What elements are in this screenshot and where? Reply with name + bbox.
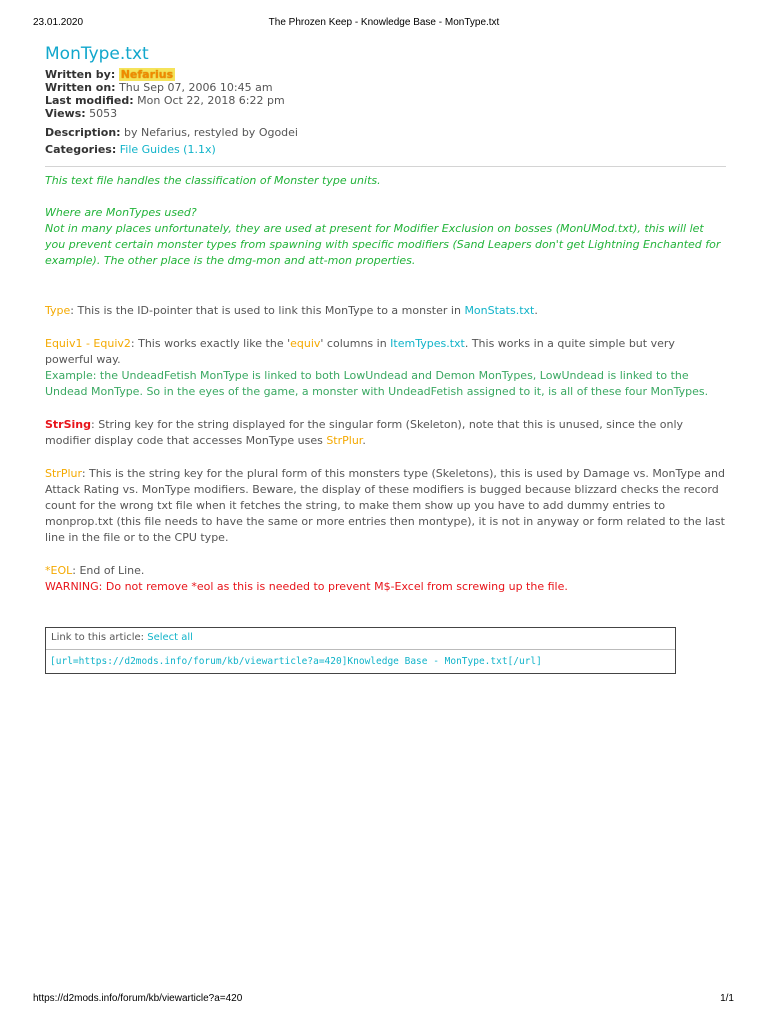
- field-type: [45, 303, 726, 319]
- field-name-strplur: StrPlur: [45, 467, 82, 480]
- intro-section: [45, 173, 726, 269]
- eol-warning: WARNING: Do not remove *eol as this is needed to prevent M$-Excel from screwing up the file.: [45, 580, 568, 593]
- print-header: [0, 17, 768, 31]
- written-on-value: Thu Sep 07, 2006 10:45 am: [119, 81, 273, 94]
- itemtypes-link[interactable]: ItemTypes.txt: [390, 337, 465, 350]
- categories-row: [45, 142, 726, 158]
- written-by-row: [45, 68, 726, 81]
- divider: [45, 166, 726, 167]
- description-row: [45, 125, 726, 141]
- link-box-label: Link to this article:: [51, 632, 145, 643]
- field-strplur-text: : This is the string key for the plural form of this monsters type (Skeletons), this is used by Damage vs. MonType and Attack Rating vs. MonType modifiers. Beware, the display of these modifiers is bugged because blizzard checks the record count for the wrong txt file when it fetches the string, to make them show up you have to add dummy entries to monprop.txt (this file needs to have the same or more entries then montype), it is not in anyway or form related to the last line in the file or to the CPU type.: [45, 467, 725, 544]
- equiv-keyword: equiv: [290, 337, 321, 350]
- strplur-keyword: StrPlur: [326, 434, 363, 447]
- field-strsing: [45, 417, 726, 449]
- article-meta: [45, 68, 726, 158]
- print-footer: [0, 993, 768, 1007]
- print-url: https://d2mods.info/forum/kb/viewarticle?a=420: [33, 993, 243, 1004]
- monstats-link[interactable]: MonStats.txt: [464, 304, 535, 317]
- field-equiv-text1: : This works exactly like the ': [130, 337, 291, 350]
- field-name-type: Type: [45, 304, 71, 317]
- categories-label: Categories:: [45, 143, 117, 156]
- category-link[interactable]: File Guides (1.1x): [119, 143, 216, 156]
- field-type-end: .: [534, 304, 538, 317]
- field-name-equiv: Equiv1 - Equiv2: [45, 337, 131, 350]
- equiv-example: Example: the UndeadFetish MonType is linked to both LowUndead and Demon MonTypes, LowUndead is linked to the Undead MonType. So in the eyes of the game, a monster with UndeadFetish assigned to it, is all of these four MonTypes.: [45, 369, 709, 398]
- last-modified-label: Last modified:: [45, 94, 134, 107]
- print-title: The Phrozen Keep - Knowledge Base - MonType.txt: [268, 17, 500, 28]
- last-modified-row: [45, 94, 726, 107]
- field-strsing-end: .: [362, 434, 366, 447]
- views-label: Views:: [45, 107, 86, 120]
- field-eol-text: : End of Line.: [72, 564, 145, 577]
- link-box-label-row: [51, 632, 193, 643]
- field-strplur: [45, 466, 726, 546]
- select-all-link[interactable]: Select all: [147, 632, 193, 643]
- field-eol: [45, 563, 726, 579]
- written-on-label: Written on:: [45, 81, 116, 94]
- intro-line: This text file handles the classification of Monster type units.: [45, 174, 381, 187]
- link-box-divider: [46, 649, 675, 650]
- written-by-label: Written by:: [45, 68, 116, 81]
- bbcode-text[interactable]: [url=https://d2mods.info/forum/kb/viewarticle?a=420]Knowledge Base - MonType.txt[/url]: [50, 656, 542, 667]
- link-box: [45, 627, 676, 674]
- last-modified-value: Mon Oct 22, 2018 6:22 pm: [137, 94, 285, 107]
- field-name-strsing: StrSing: [45, 418, 92, 431]
- views-row: [45, 107, 726, 120]
- views-value: 5053: [89, 107, 118, 120]
- field-equiv-text3: . This works in a quite simple but very powerful way.: [45, 337, 675, 366]
- field-name-eol: *EOL: [45, 564, 73, 577]
- written-on-row: [45, 81, 726, 94]
- field-equiv: [45, 336, 726, 368]
- print-date: 23.01.2020: [33, 17, 84, 28]
- page-title: MonType.txt: [45, 44, 149, 64]
- print-page-number: 1/1: [720, 993, 734, 1004]
- field-equiv-text2: ' columns in: [320, 337, 391, 350]
- where-text: Not in many places unfortunately, they are used at present for Modifier Exclusion on bosses (MonUMod.txt), this will let you prevent certain monster types from spawning with specific modifiers (Sand Leapers don't get Lightning Enchanted for example). The other place is the dmg-mon and att-mon properties.: [45, 222, 721, 267]
- description-label: Description:: [45, 126, 121, 139]
- field-type-text: : This is the ID-pointer that is used to link this MonType to a monster in: [70, 304, 465, 317]
- fields-section: [45, 303, 726, 595]
- author-link[interactable]: Nefarius: [120, 68, 174, 81]
- article: [45, 44, 726, 595]
- description-value: by Nefarius, restyled by Ogodei: [124, 126, 298, 139]
- where-heading: Where are MonTypes used?: [45, 206, 197, 219]
- field-strsing-text: : String key for the string displayed for the singular form (Skeleton), note that this is unused, since the only modifier display code that accesses MonType uses: [45, 418, 684, 447]
